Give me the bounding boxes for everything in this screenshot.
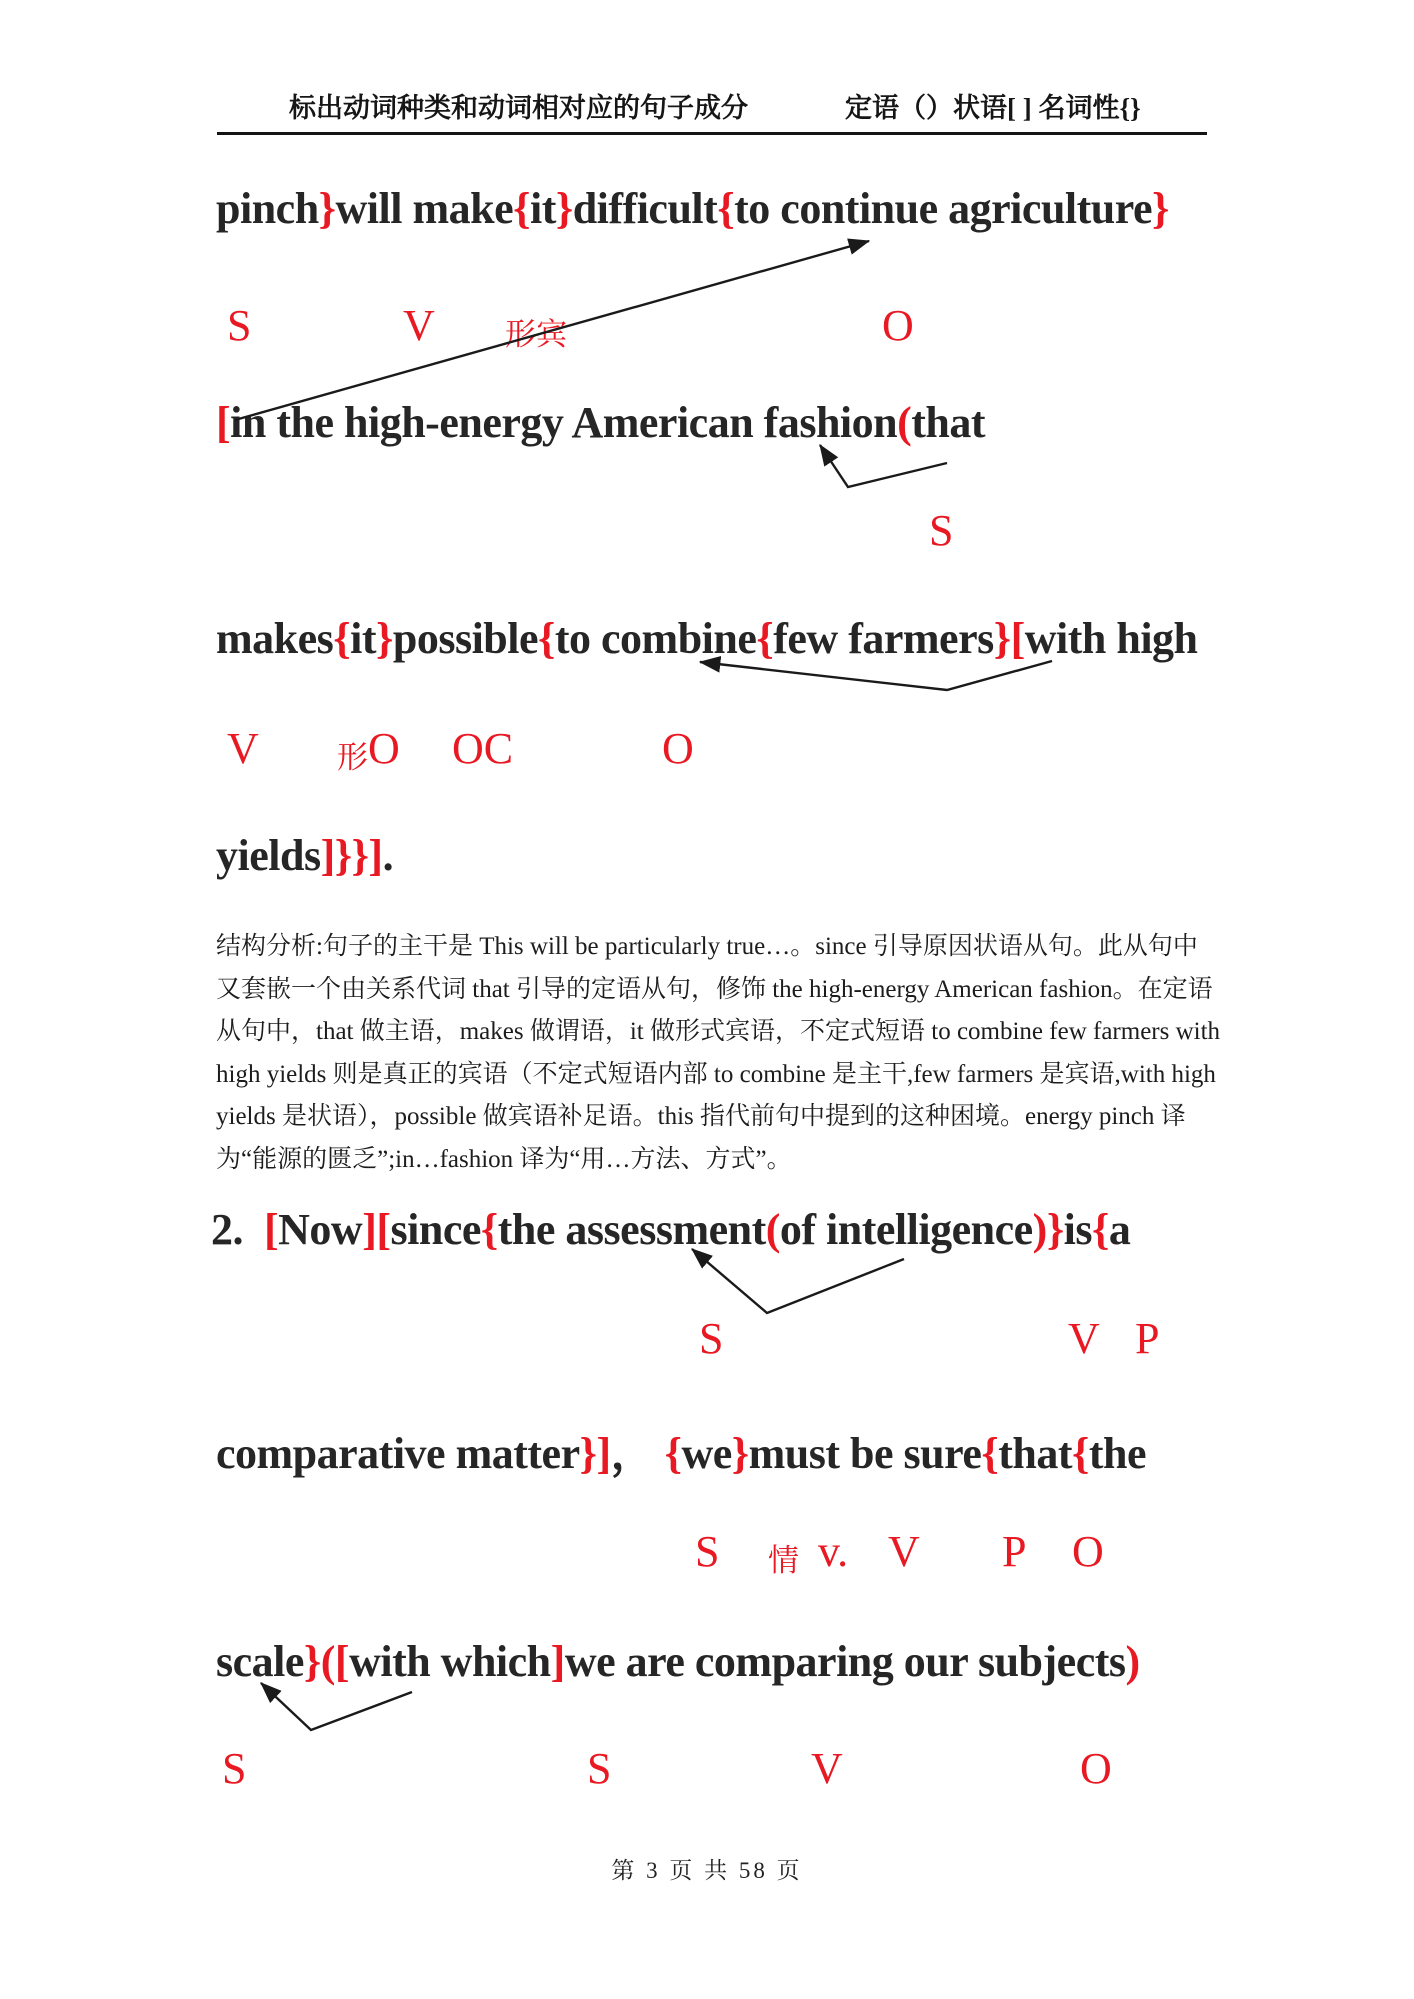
sentence-text: few farmers: [773, 614, 994, 663]
sentence-bracket: [: [264, 1205, 279, 1254]
grammar-label: V: [227, 724, 259, 773]
sentence-text: 2.: [211, 1205, 264, 1254]
sentence-text: scale: [216, 1637, 304, 1686]
sentence-bracket: {: [981, 1429, 999, 1478]
sentence-text: it: [350, 614, 377, 663]
sentence-text: that: [998, 1429, 1072, 1478]
sentence-text: pinch: [216, 184, 319, 233]
sentence-bracket: }: [731, 1429, 749, 1478]
analysis-paragraph-line: yields 是状语），possible 做宾语补足语。this 指代前句中提到的这种困境。energy pinch 译: [216, 1103, 1186, 1130]
grammar-label: 形宾: [505, 317, 567, 352]
analysis-paragraph-line: 又套嵌一个由关系代词 that 引导的定语从句，修饰 the high-energy American fashion。在定语: [216, 975, 1213, 1003]
sentence-bracket: {: [513, 184, 530, 233]
grammar-label: O: [1080, 1744, 1112, 1793]
sentence-bracket: (: [765, 1205, 780, 1254]
grammar-label: 形: [337, 740, 368, 775]
sentence-text: Now: [278, 1205, 363, 1254]
annotation-arrow: [700, 661, 1052, 690]
grammar-label: S: [695, 1527, 720, 1576]
analysis-paragraph-line: 为“能源的匮乏”;in…fashion 译为“用…方法、方式”。: [216, 1145, 792, 1173]
annotation-arrow: [261, 1683, 412, 1730]
sentence-text: ，: [610, 1429, 665, 1478]
grammar-label: O: [1072, 1527, 1104, 1576]
sentence-text: will make: [335, 184, 514, 233]
sentence-text: .: [382, 831, 394, 880]
analysis-paragraph-line: high yields 则是真正的宾语（不定式短语内部 to combine 是主干,few farmers 是宾语,with high: [216, 1060, 1216, 1088]
sentence-text: makes: [216, 614, 334, 663]
page-footer: 第 3 页 共 58 页: [611, 1858, 803, 1883]
sentence-bracket: ][: [362, 1205, 391, 1254]
header-left-title: 标出动词种类和动词相对应的句子成分: [289, 93, 748, 123]
sentence-text: of intelligence: [779, 1205, 1033, 1254]
sentence-text: that: [911, 398, 986, 447]
grammar-label: P: [1135, 1314, 1160, 1363]
grammar-label: V: [888, 1527, 920, 1576]
sentence-text: since: [390, 1205, 481, 1254]
sentence-text: possible: [392, 614, 539, 663]
sentence-bracket: {: [333, 614, 351, 663]
annotation-arrow: [692, 1249, 904, 1313]
sentence-line: [216, 397, 985, 448]
sentence-line: [216, 1636, 1140, 1687]
sentence-bracket: [: [216, 398, 231, 447]
sentence-bracket: {: [1092, 1205, 1109, 1254]
grammar-label: S: [929, 506, 954, 555]
sentence-bracket: }: [318, 184, 336, 233]
sentence-bracket: ): [1125, 1637, 1140, 1686]
sentence-text: we: [681, 1429, 732, 1478]
grammar-label: V: [403, 301, 435, 350]
sentence-line: [211, 1204, 1130, 1255]
sentence-text: difficult: [572, 184, 718, 233]
analysis-paragraph-line: 结构分析:句子的主干是 This will be particularly true…。since 引导原因状语从句。此从句中: [216, 933, 1198, 960]
sentence-bracket: {: [664, 1429, 682, 1478]
sentence-text: with high: [1024, 614, 1198, 663]
sentence-text: we are comparing our subjects: [564, 1637, 1126, 1686]
grammar-label: 情: [768, 1543, 799, 1578]
sentence-bracket: (: [897, 398, 912, 447]
sentence-text: to continue agriculture: [734, 184, 1153, 233]
structure-analysis-paragraph: [216, 926, 1220, 1181]
sentence-bracket: {: [538, 614, 555, 663]
sentence-bracket: }: [993, 614, 1011, 663]
grammar-label: S: [227, 301, 252, 350]
grammar-label: O: [662, 724, 694, 773]
sentence-text: it: [529, 184, 556, 233]
sentence-bracket: }: [555, 184, 573, 233]
sentence-text: the assessment: [497, 1205, 766, 1254]
sentence-bracket: }: [1152, 184, 1169, 233]
sentence-line: [216, 1417, 1146, 1481]
grammar-label: S: [222, 1744, 247, 1793]
sentence-text: must be sure: [748, 1429, 982, 1478]
grammar-label: v.: [818, 1527, 849, 1576]
sentence-bracket: }([: [303, 1637, 350, 1686]
sentence-bracket: }: [376, 614, 393, 663]
grammar-label: O: [368, 724, 400, 773]
grammar-label: S: [587, 1744, 612, 1793]
sentence-bracket: {: [480, 1205, 498, 1254]
sentence-bracket: )}: [1032, 1205, 1064, 1254]
sentence-line: [216, 613, 1198, 664]
grammar-label: O: [882, 301, 914, 350]
sentence-text: comparative matter: [216, 1429, 580, 1478]
sentence-bracket: }]: [579, 1429, 611, 1478]
sentence-text: to combine: [554, 614, 757, 663]
sentence-bracket: {: [1072, 1429, 1089, 1478]
sentence-text: with which: [349, 1637, 551, 1686]
grammar-label: S: [699, 1314, 724, 1363]
grammar-label: V: [811, 1744, 843, 1793]
sentence-line: [216, 183, 1169, 234]
sentence-text: a: [1108, 1205, 1131, 1254]
sentence-bracket: [: [1010, 614, 1025, 663]
analysis-paragraph-line: 从句中，that 做主语，makes 做谓语，it 做形式宾语，不定式短语 to combine few farmers with: [216, 1018, 1221, 1045]
sentence-text: in the high-energy American fashion: [230, 398, 898, 447]
grammar-label: V: [1068, 1314, 1100, 1363]
sentence-text: is: [1063, 1205, 1093, 1254]
header-rule: [217, 132, 1207, 135]
header-right-legend: 定语（）状语[ ] 名词性{}: [845, 93, 1141, 123]
grammar-label: OC: [452, 724, 514, 773]
annotation-arrow: [820, 445, 947, 487]
sentence-bracket: ]: [550, 1637, 565, 1686]
sentence-text: yields: [216, 831, 321, 880]
sentence-bracket: ]}}]: [320, 831, 383, 880]
sentence-text: the: [1088, 1429, 1146, 1478]
sentence-line: [216, 830, 393, 881]
grammar-label: P: [1002, 1527, 1027, 1576]
sentence-bracket: {: [717, 184, 735, 233]
sentence-bracket: {: [756, 614, 774, 663]
